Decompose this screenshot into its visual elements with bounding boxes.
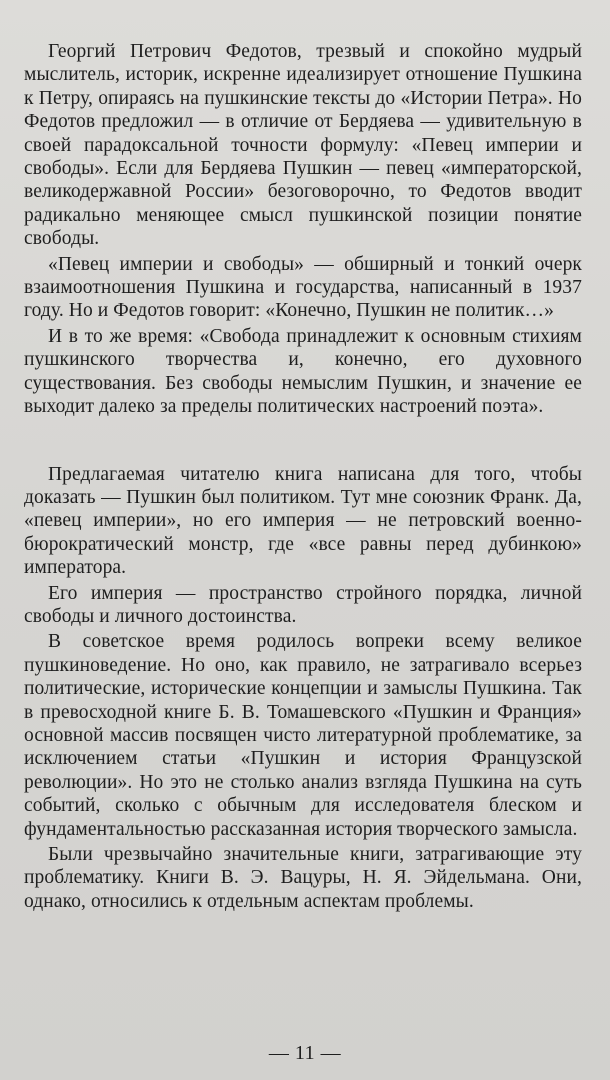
paragraph-book-purpose: Предлагаемая читателю книга написана для того, чтобы доказать — Пушкин был политиком. Тут мне союзник Франк. Да, «певец империи», но его империя — не петровский военно-бюрократический монстр, где «все равны перед дубинкою» императора.	[24, 463, 582, 579]
paragraph-his-empire: Его империя — пространство стройного порядка, личной свободы и личного достоинства.	[24, 582, 582, 627]
paragraph-freedom-quote: И в то же время: «Свобода принадлежит к основным стихиям пушкинского творчества и, конечно, его духовного существования. Без свободы немыслим Пушкин, и значение ее выходит далеко за пределы политических настроений поэта».	[24, 325, 582, 418]
paragraph-significant-books: Были чрезвычайно значительные книги, затрагивающие эту проблематику. Книги В. Э. Вацуры, Н. Я. Эйдельмана. Они, однако, относились к отдельным аспектам проблемы.	[24, 844, 582, 912]
paragraph-singer-of-empire: «Певец империи и свободы» — обширный и тонкий очерк взаимоотношения Пушкина и государства, написанный в 1937 году. Но и Федотов говорит: «Конечно, Пушкин не политик…»	[24, 253, 582, 322]
paragraph-fedotov-intro: Георгий Петрович Федотов, трезвый и спокойно мудрый мыслитель, историк, искренне идеализирует отношение Пушкина к Петру, опираясь на пушкинские тексты до «Истории Петра». Но Федотов предложил — в отличие от Бердяева — удивительную в своей парадоксальной точности формулу: «Певец империи и свободы». Если для Бердяева Пушкин — певец «императорской, великодержавной России» безоговорочно, то Федотов вводит радикально меняющее смысл пушкинской позиции понятие свободы.	[24, 41, 582, 250]
page-number: — 11 —	[268, 1042, 342, 1064]
paragraph-soviet-pushkin-studies: В советское время родилось вопреки всему великое пушкиноведение. Но оно, как правило, не затрагивало всерьез политические, исторические концепции и замыслы Пушкина. Так в превосходной книге Б. В. Томашевского «Пушкин и Франция» основной массив посвящен чисто литературной проблематике, за исключением статьи «Пушкин и история Французской революции». Но это не столько анализ взгляда Пушкина на суть событий, сколько с обычным для исследователя блеском и фундаментальностью рассказанная история творческого замысла.	[24, 631, 582, 840]
